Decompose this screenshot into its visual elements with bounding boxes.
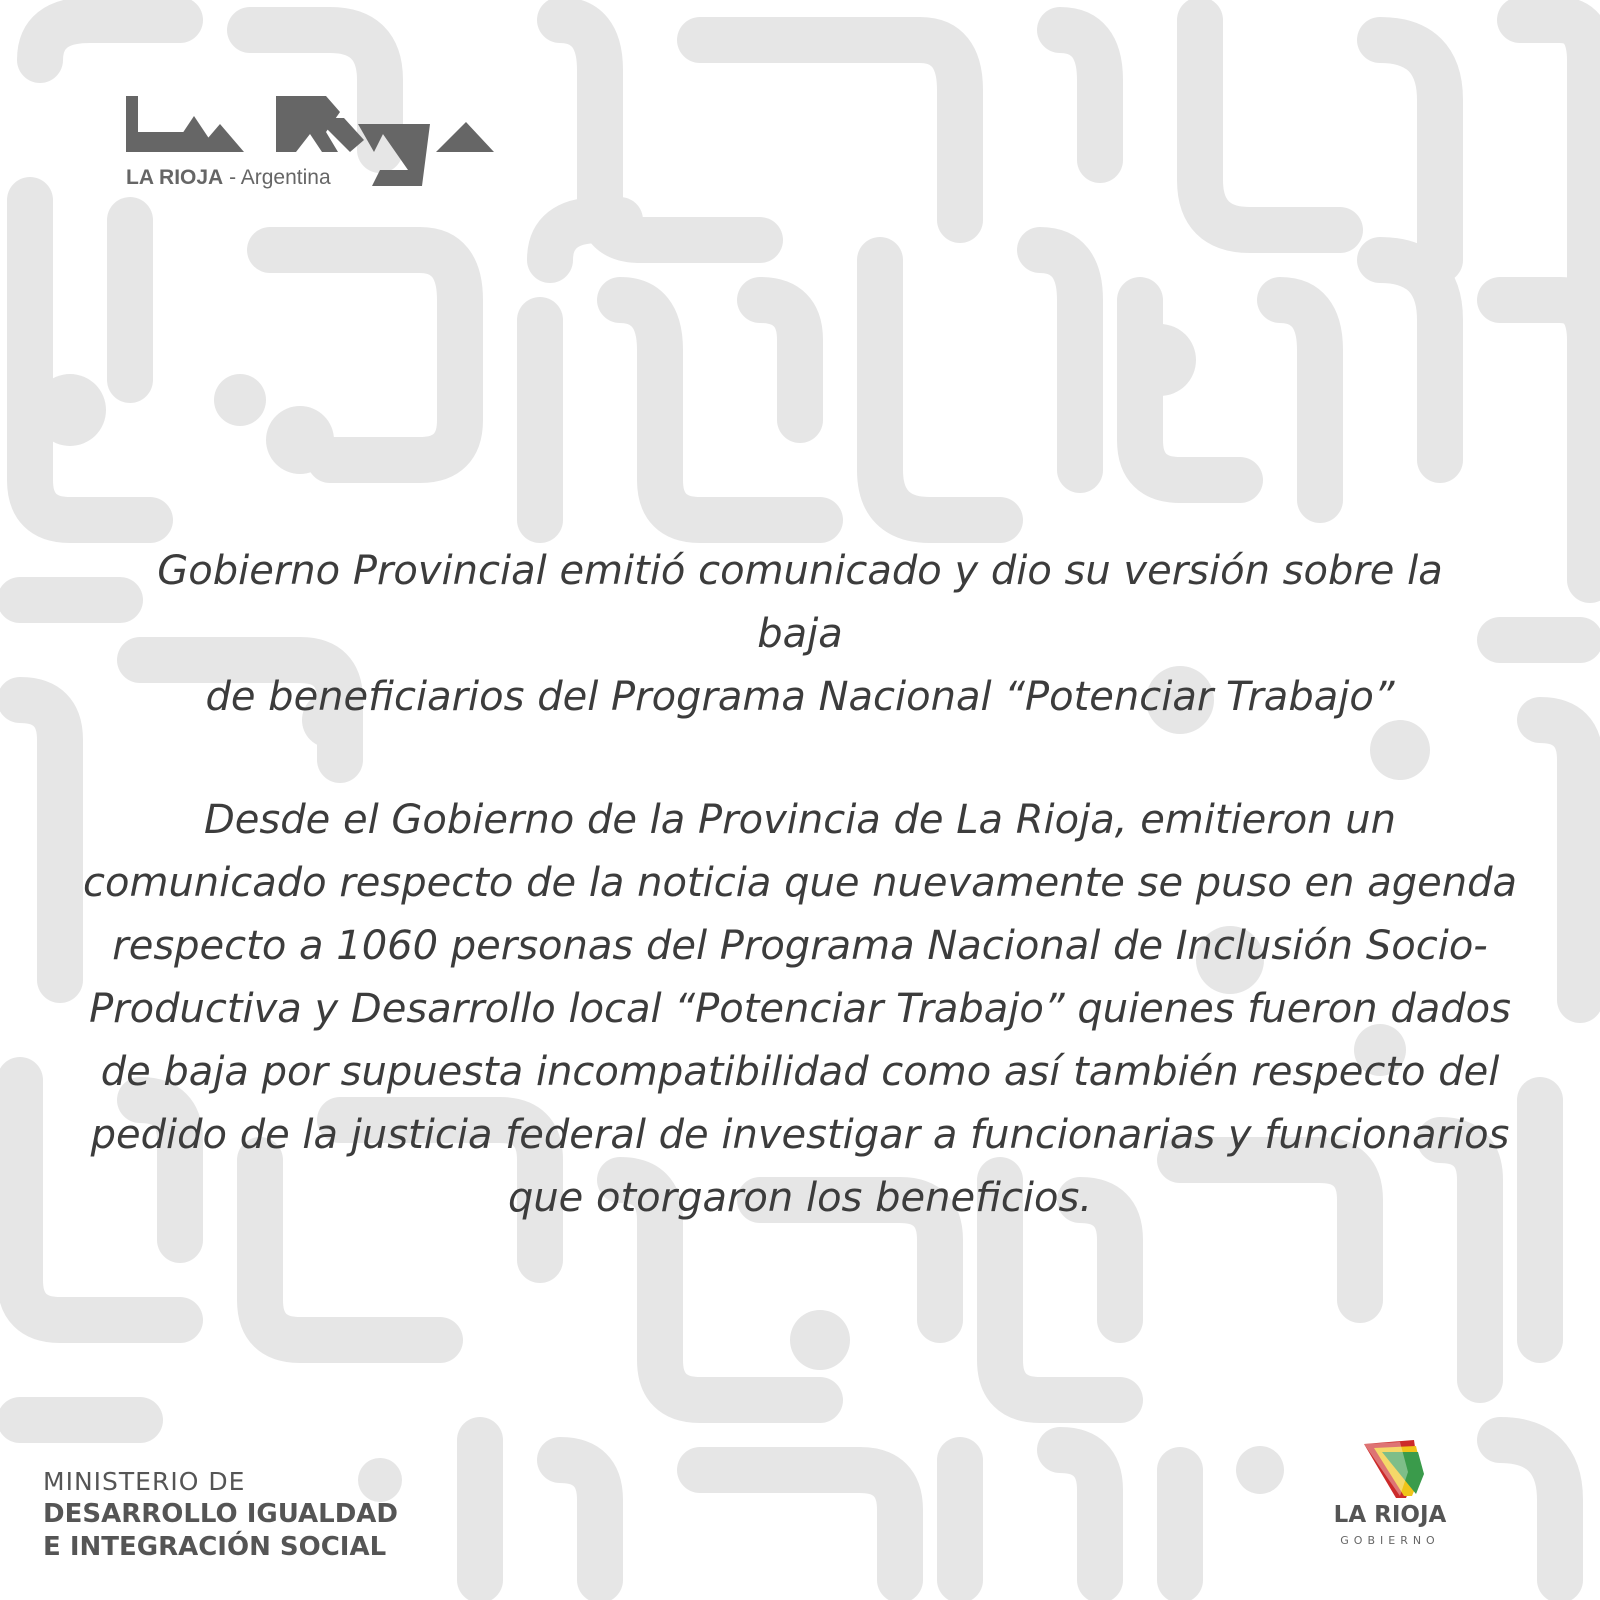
headline-line-1: Gobierno Provincial emitió comunicado y dio su versión sobre la baja bbox=[157, 548, 1443, 657]
body-paragraph: Desde el Gobierno de la Provincia de La Rioja, emitieron un comunicado respecto de la noticia que nuevamente se puso en agenda respecto a 1060 personas del Programa Nacional de Inclusión Socio-Productiva y Desarrollo local “Potenciar Trabajo” quienes fueron dados de baja por supuesta incompatibilidad como así también respecto del pedido de la justicia federal de investigar a funcionarias y funcionarios que otorgaron los beneficios. bbox=[83, 797, 1517, 1221]
province-shape-icon bbox=[1360, 1438, 1426, 1502]
gov-name: LA RIOJA bbox=[1333, 1502, 1447, 1528]
la-rioja-gobierno-logo bbox=[1320, 1438, 1460, 1558]
ministry-label bbox=[43, 1466, 398, 1564]
logo-caption: LA RIOJA - Argentina bbox=[126, 166, 331, 189]
ministry-line-1: MINISTERIO DE bbox=[43, 1467, 246, 1496]
la-rioja-argentina-logo bbox=[126, 94, 506, 194]
headline-line-2: de beneficiarios del Programa Nacional “Potenciar Trabajo” bbox=[205, 674, 1395, 720]
statement bbox=[60, 540, 1540, 1230]
headline bbox=[120, 540, 1480, 729]
ministry-line-3: E INTEGRACIÓN SOCIAL bbox=[43, 1532, 387, 1562]
ministry-line-2: DESARROLLO IGUALDAD bbox=[43, 1499, 398, 1529]
gov-subtitle: GOBIERNO bbox=[1340, 1534, 1440, 1547]
